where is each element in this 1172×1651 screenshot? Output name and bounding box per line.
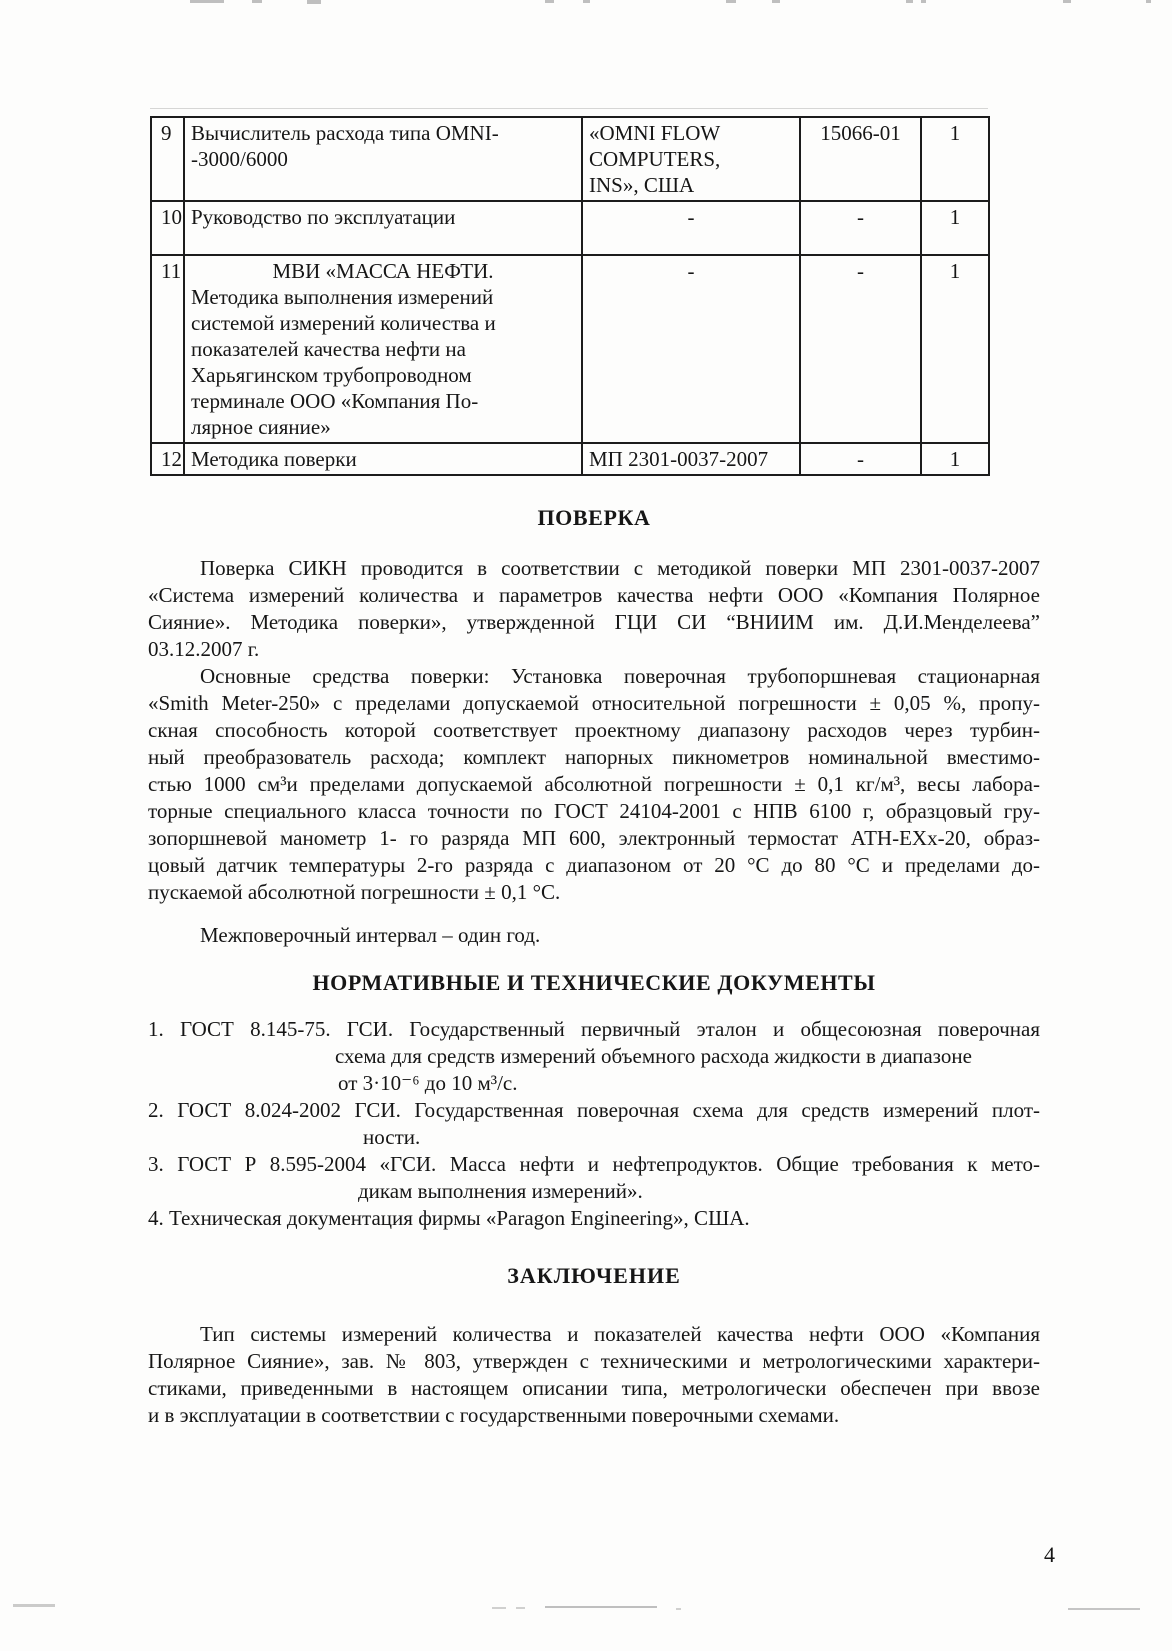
item-name-cell [184, 117, 582, 201]
item-name-line: показателей качества нефти на [191, 337, 466, 361]
list-item-line: дикам выполнения измерений». [358, 1179, 643, 1203]
scan-artifact [13, 1604, 55, 1607]
text-line: 03.12.2007 г. [148, 637, 260, 661]
table-row [151, 201, 989, 255]
list-item-line: 3. ГОСТ Р 8.595-2004 «ГСИ. Масса нефти и нефтепродуктов. Общие требования к мето- [148, 1152, 1040, 1176]
item-name-cell [184, 201, 582, 255]
manufacturer-line: COMPUTERS, [589, 147, 721, 171]
text-line: цовый датчик температуры 2-го разряда с диапазоном от 20 °С до 80 °С и пределами до- [148, 853, 1040, 877]
item-name-line: -3000/6000 [191, 147, 288, 171]
text-line: «Система измерений количества и параметров качества нефти ООО «Компания Полярное [148, 583, 1040, 607]
scan-artifact [150, 108, 988, 109]
section-heading-documents: НОРМАТИВНЫЕ И ТЕХНИЧЕСКИЕ ДОКУМЕНТЫ [312, 970, 876, 995]
row-number-cell: 11 [151, 255, 184, 443]
item-name-line: Руководство по эксплуатации [191, 205, 456, 229]
item-name-line: Методика выполнения измерений [191, 285, 494, 309]
scan-artifact [906, 0, 913, 3]
item-name-cell [184, 255, 582, 443]
scan-artifact [1068, 1608, 1140, 1610]
list-item-line: схема для средств измерений объемного расхода жидкости в диапазоне [335, 1044, 972, 1068]
manufacturer-cell: МП 2301-0037-2007 [582, 443, 800, 475]
list-item-line: 4. Техническая документация фирмы «Paragon Engineering», США. [148, 1206, 750, 1230]
text-line: стиками, приведенными в настоящем описании типа, метрологически обеспечен при ввозе [148, 1376, 1040, 1400]
manufacturer-cell [582, 117, 800, 201]
text-line: Тип системы измерений количества и показателей качества нефти ООО «Компания [200, 1322, 1040, 1346]
text-line: Сияние». Методика поверки», утвержденной ГЦИ СИ “ВНИИМ им. Д.И.Менделеева” [148, 610, 1040, 634]
manufacturer-line: INS», США [589, 173, 695, 197]
row-number-cell: 12 [151, 443, 184, 475]
text-line: зопоршневой манометр 1- го разряда МП 600, электронный термостат АТН-ЕХх-20, образ- [148, 826, 1040, 850]
scan-artifact [190, 0, 224, 3]
text-line: торные специального класса точности по ГОСТ 24104-2001 с НПВ 6100 г, образцовый гру- [148, 799, 1040, 823]
quantity-cell: 1 [921, 255, 989, 443]
scan-artifact [1063, 0, 1071, 3]
text-line: скная способность которой соответствует проектному диапазону расходов через турбин- [148, 718, 1040, 742]
documents-list [148, 1016, 1040, 1232]
doc-number-cell: - [800, 443, 921, 475]
calibration-interval-line: Межповерочный интервал – один год. [200, 923, 541, 947]
scan-artifact [1146, 0, 1151, 3]
list-item-line: ности. [363, 1125, 421, 1149]
scan-artifact [492, 1607, 506, 1609]
item-name-line: системой измерений количества и [191, 311, 496, 335]
item-name-line: терминале ООО «Компания По- [191, 389, 479, 413]
section-heading-poverka: ПОВЕРКА [537, 505, 651, 530]
text-line: Основные средства поверки: Установка поверочная трубопоршневая стационарная [200, 664, 1040, 688]
scan-artifact [252, 0, 262, 3]
item-name-line: лярное сияние» [191, 415, 331, 439]
scan-artifact [921, 0, 926, 3]
scan-artifact [545, 0, 554, 3]
row-number-cell: 10 [151, 201, 184, 255]
quantity-cell: 1 [921, 117, 989, 201]
list-item-line: от 3·10⁻⁶ до 10 м³/с. [338, 1071, 518, 1095]
item-name-cell [184, 443, 582, 475]
scan-artifact [726, 0, 736, 3]
scan-artifact [545, 1606, 657, 1608]
poverka-paragraph-1 [148, 555, 1040, 663]
table-row [151, 117, 989, 201]
table-row [151, 255, 989, 443]
doc-number-cell: - [800, 255, 921, 443]
text-line: и в эксплуатации в соответствии с государственными поверочными схемами. [148, 1403, 840, 1427]
manufacturer-line: «OMNI FLOW [589, 121, 721, 145]
list-item-line: 2. ГОСТ 8.024-2002 ГСИ. Государственная поверочная схема для средств измерений плот- [148, 1098, 1040, 1122]
item-name-line: Вычислитель расхода типа OMNI- [191, 121, 499, 145]
quantity-cell: 1 [921, 443, 989, 475]
text-line: Поверка СИКН проводится в соответствии с методикой поверки МП 2301-0037-2007 [200, 556, 1040, 580]
item-name-line: МВИ «МАССА НЕФТИ. [272, 259, 494, 283]
text-line: «Smith Meter-250» с пределами допускаемой относительной погрешности ± 0,05 %, пропу- [148, 691, 1040, 715]
manufacturer-cell: - [582, 201, 800, 255]
page-number: 4 [1044, 1542, 1055, 1567]
text-line: пускаемой абсолютной погрешности ± 0,1 °С. [148, 880, 561, 904]
equipment-table [150, 116, 990, 476]
quantity-cell: 1 [921, 201, 989, 255]
scan-artifact [516, 1607, 525, 1609]
doc-number-cell: - [800, 201, 921, 255]
conclusion-paragraph [148, 1321, 1040, 1429]
manufacturer-cell: - [582, 255, 800, 443]
poverka-paragraph-2 [148, 663, 1040, 906]
scan-artifact [772, 0, 780, 3]
scan-artifact [307, 0, 321, 4]
table-row [151, 443, 989, 475]
text-line: Полярное Сияние», зав. № 803, утвержден с техническими и метрологическими характери- [148, 1349, 1040, 1373]
scan-artifact [583, 0, 590, 3]
item-name-line: Методика поверки [191, 447, 357, 471]
text-line: стью 1000 см³и пределами допускаемой абсолютной погрешности ± 0,1 кг/м³, весы лабора- [148, 772, 1040, 796]
row-number-cell: 9 [151, 117, 184, 201]
text-line: ный преобразователь расхода; комплект напорных пикнометров номинальной вместимо- [148, 745, 1040, 769]
section-heading-conclusion: ЗАКЛЮЧЕНИЕ [507, 1263, 681, 1288]
document-body [148, 504, 1040, 1429]
doc-number-cell: 15066-01 [800, 117, 921, 201]
list-item-line: 1. ГОСТ 8.145-75. ГСИ. Государственный первичный эталон и общесоюзная поверочная [148, 1017, 1040, 1041]
item-name-line: Харьягинском трубопроводном [191, 363, 472, 387]
scan-artifact [676, 1608, 681, 1610]
